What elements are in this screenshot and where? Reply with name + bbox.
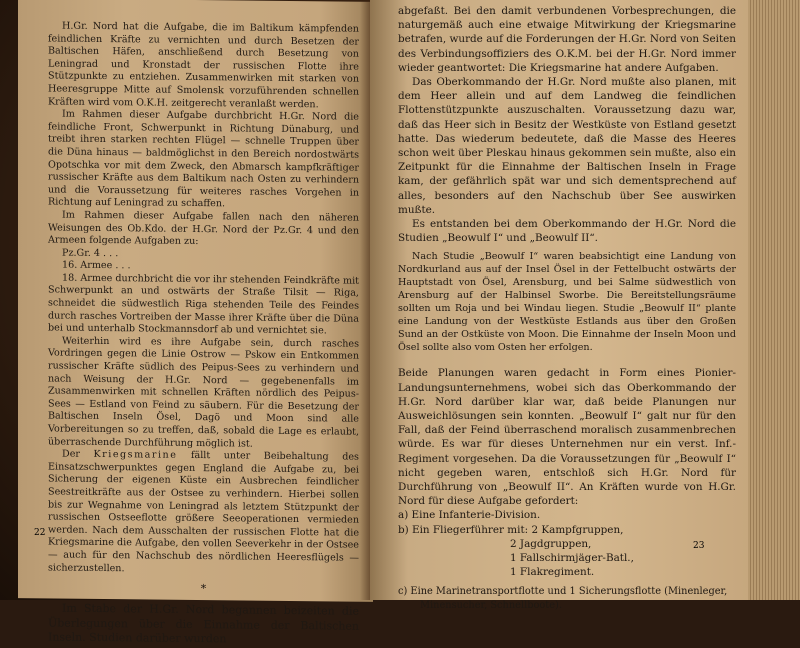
kriegsmarine-emphasis: Kriegsmarine: [93, 449, 178, 461]
left-paragraph-3: Im Rahmen dieser Aufgabe fallen nach den näheren Weisungen des Ob.Kdo. der H.Gr. Nord der Pz.Gr. 4 und den Armeen folgende Aufgaben zu:: [48, 209, 359, 248]
right-page: [370, 0, 750, 611]
left-paragraph-2: Im Rahmen dieser Aufgabe durchbricht H.Gr. Nord die feindliche Front, Schwerpunkt in Richtung Dünaburg, und treibt ihren starken rechten Flügel — schnelle Truppen über die Düna hinaus — baldmöglichst in den Bereich nordostwärts Opotschka vor mit dem Zweck, den Abmarsch kampfkräftiger russischer Kräfte aus dem Baltikum nach Osten zu verhindern und die Voraussetzung für weiteres rasches Vorgehen in Richtung auf Leningrad zu schaffen.: [48, 108, 359, 210]
list-item-b-3: 1 Fallschirmjäger-Batl.,: [510, 552, 634, 565]
left-paragraph-6-rest: fällt unter Beibehaltung des Einsatzschwerpunktes gegen England die Aufgabe zu, bei Sicherung der eigenen Küste ein Ausbrechen feindlicher Seestreitkräfte aus der Ostsee zu verhindern. Hierbei sollen bis zur Wegnahme von Leningrad als letztem Stützpunkt der russischen Ostseeflotte größere Seeoperationen vermieden werden. Nach dem Ausschalten der russischen Flotte hat die Kriegsmarine die Aufgabe, den vollen Seeverkehr in der Ostsee — auch für den Nachschub des nördlichen Heeresflügels — sicherzustellen.: [48, 449, 359, 574]
left-list-pzgr4: Pz.Gr. 4 . . .: [62, 247, 119, 259]
right-paragraph-4: Nach Studie „Beowulf I“ waren beabsichtigt eine Landung von Nordkurland aus auf der Insel Ösel in der Fettelbucht ostwärts der Hauptstadt von Ösel, Arensburg, und bei Salme südwestlich von Arensburg auf der Halbinsel Sworbe. Die Bereitstellungsräume sollten um Roja und bei Windau liegen. Studie „Beowulf II“ plante eine Landung von der Westküste Estlands aus über den Großen Sund an der Ostküste von Moon. Die Einnahme der Inseln Moon und Ösel sollte also vom Osten her erfolgen.: [398, 251, 736, 354]
list-item-c: c) Eine Marinetransportflotte und 1 Sicherungsflotte (Minenleger, Minensucher, Schnellboote).: [398, 585, 728, 611]
right-paragraph-5: Beide Planungen waren gedacht in Form eines Pionier-Landungsunternehmens, wobei sich das Oberkommando der H.Gr. Nord darüber klar war, daß beide Planungen nur Ausweichlösungen sein konnten. „Beowulf I“ galt nur für den Fall, daß der Feind überraschend moralisch zusammenbrechen würde. Es war für dieses Unternehmen nur ein verst. Inf.-Regiment vorgesehen. Da die Voraussetzungen für „Beowulf I“ nicht gegeben waren, entschloß sich H.Gr. Nord für Durchführung von „Beowulf II“. An Kräften wurde von H.Gr. Nord für diese Aufgabe gefordert:: [398, 367, 736, 508]
left-paragraph-6: [48, 449, 359, 578]
left-paragraph-6-lead: Der: [62, 448, 94, 461]
left-paragraph-7: Im Stabe der H.Gr. Nord begannen beizeiten die Überlegungen über die Einnahme der Baltischen Inseln. Studien darüber wurden: [48, 601, 359, 646]
list-item-b-2: 2 Jagdgruppen,: [510, 537, 592, 550]
page-edges: [748, 0, 800, 600]
left-paragraph-5: Weiterhin wird es ihre Aufgabe sein, durch rasches Vordringen gegen die Linie Ostrow — Pskow ein Entkommen russischer Kräfte südlich des Peipus-Sees zu verhindern und nach Weisung der H.Gr. Nord — gegebenenfalls im Zusammenwirken mit schnellen Kräften nördlich des Peipus-Sees — Estland von Feind zu säubern. Für die Besetzung der Baltischen Inseln Ösel, Dagö und Moon sind alle Vorbereitungen so zu treffen, daß, sobald die Lage es erlaubt, überraschende Durchführung möglich ist.: [48, 335, 359, 450]
right-page-number: 23: [693, 541, 705, 551]
list-item-b: b) Ein Fliegerführer mit: 2 Kampfgruppen,: [398, 523, 624, 536]
left-list-16-armee: 16. Armee . . .: [62, 259, 131, 272]
section-divider-star: *: [200, 582, 207, 596]
left-page-number: 22: [34, 528, 46, 538]
left-paragraph-4: 18. Armee durchbricht die vor ihr stehenden Feindkräfte mit Schwerpunkt an und ostwärts der Straße Tilsit — Riga, schneidet die südwestlich Riga stehenden Teile des Feindes durch rasches Vortreiben der Masse ihrer Kräfte über die Düna bei und unterhalb Stockmannsdorf ab und vernichtet sie.: [48, 272, 359, 337]
list-item-b-4: 1 Flakregiment.: [510, 566, 595, 579]
list-item-a: a) Eine Infanterie-Division.: [398, 509, 541, 522]
left-paragraph-1: H.Gr. Nord hat die Aufgabe, die im Baltikum kämpfenden feindlichen Kräfte zu vernichten und durch Besetzen der Baltischen Häfen, anschließend durch Besetzung von Leningrad und Kronstadt der russischen Flotte ihre Stützpunkte zu entziehen. Zusammenwirken mit starken von Heeresgruppe Mitte auf Smolensk vorzuführenden schnellen Kräften wird vom O.K.H. zeitgerecht veranlaßt werden.: [48, 20, 359, 110]
right-paragraph-2: Das Oberkommando der H.Gr. Nord mußte also planen, mit dem Heer allein und auf dem Landweg die feindlichen Flottenstützpunkte auszuschalten. Voraussetzung dazu war, daß das Heer sich in Besitz der Westküste von Estland gesetzt hatte. Das wiederum bedeutete, daß die Masse des Heeres schon weit über Pleskau hinaus gekommen sein mußte, also ein Zeitpunkt für die Einnahme der Baltischen Inseln in Frage kam, der gefährlich spät war und sich dementsprechend auf alles, besonders auf den Nachschub über See auswirken mußte.: [398, 76, 736, 216]
left-page: [18, 0, 373, 646]
right-paragraph-3: Es entstanden bei dem Oberkommando der H.Gr. Nord die Studien „Beowulf I“ und „Beowulf II“.: [398, 218, 736, 245]
right-paragraph-1: abgefaßt. Bei den damit verbundenen Vorbesprechungen, die naturgemäß auch eine etwaige Mitwirkung der Kriegsmarine betrafen, wurde auf die Forderungen der H.Gr. Nord von Seiten des Verbindungsoffiziers des O.K.M. bei der H.Gr. Nord immer wieder geantwortet: Die Kriegsmarine hat andere Aufgaben.: [398, 5, 736, 74]
